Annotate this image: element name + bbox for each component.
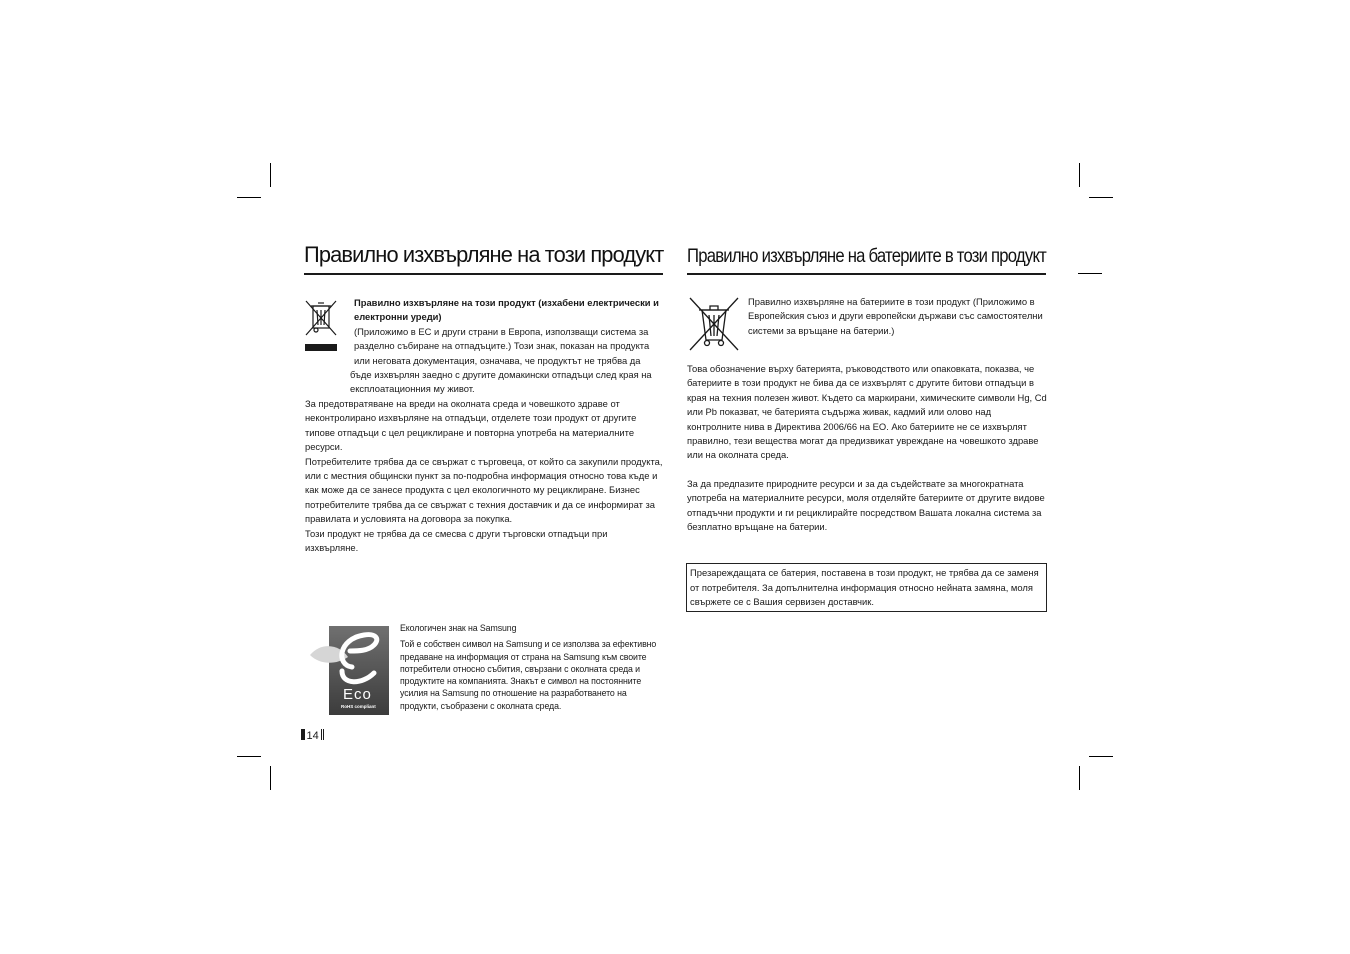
weee-text-line: разделно събиране на отпадъците.) Този знак, показан на продукта <box>354 340 650 352</box>
page-title-left: Правилно изхвърляне на този продукт <box>304 242 664 267</box>
eco-text: Той е собствен символ на Samsung и се използва за ефективно предаване на информация от страна на Samsung към своите потребители относно събития, свързани с околната среда и продуктите на компанията. Знакът е символ на постоянните усилия на Samsung по отношение на разработването на продукти, съобразени с околната среда. <box>400 639 657 711</box>
body-paragraph: Този продукт не трябва да се смесва с други търговски отпадъци при изхвърляне. <box>305 527 608 554</box>
body-paragraph: Това обозначение върху батерията, ръководството или опаковката, показва, че батериите в този продукт не бива да се изхвърлят с другите битови отпадъци в края на техния полезен живот. Където са маркирани, химическите символи Hg, Cd или Pb показват, че батерията съдържа живак, кадмий или олово над контролните нива в Директива 2006/66 на ЕО. Ако батериите не се изхвърлят правилно, тези вещества могат да предизвикат увреждане на човешкото здраве или на околната среда. <box>687 363 1047 461</box>
battery-bin-icon <box>688 296 740 352</box>
crop-mark <box>237 197 261 198</box>
weee-heading: Правилно изхвърляне на този продукт (изхабени електрически и електронни уреди) <box>354 297 659 323</box>
weee-text-line: експлоатационния му живот. <box>350 383 475 395</box>
crop-mark <box>1089 756 1113 757</box>
replacement-notice-box: Презареждащата се батерия, поставена в този продукт, не трябва да се заменя от потребителя. За допълнителна информация относно нейната замяна, моля свържете се с Вашия сервизен доставчик. <box>686 563 1047 612</box>
page-number-bar <box>303 729 305 740</box>
crop-mark <box>1079 766 1080 790</box>
crop-mark <box>270 766 271 790</box>
crop-mark <box>237 756 261 757</box>
weee-bin-icon <box>304 297 338 353</box>
page-title-right: Правилно изхвърляне на батериите в този продукт <box>687 245 1047 267</box>
title-rule-left <box>304 273 663 275</box>
eco-logo-text: Eco <box>343 686 372 703</box>
weee-text-line: или неговата документация, означава, че продуктът не трябва да <box>354 354 641 366</box>
battery-intro: Правилно изхвърляне на батериите в този продукт (Приложимо в Европейския съюз и други европейски държави със самостоятелни системи за връщане на батерии.) <box>748 296 1043 336</box>
page-number-value: 14 <box>306 730 319 742</box>
body-paragraph: Потребителите трябва да се свържат с търговеца, от който са закупили продукта, или с местния общински пункт за по-подробна информация относно това къде и как може да се занесе продукта с цел екологичното му рециклиране. Бизнес потребителите трябва да се свържат с техния доставчик и да се информират за правилата и условията на договора за покупка. <box>305 455 663 525</box>
weee-notice <box>350 296 663 397</box>
title-rule-right <box>687 273 1046 275</box>
crop-mark <box>1089 197 1113 198</box>
crop-mark <box>270 163 271 187</box>
left-body <box>305 397 663 555</box>
samsung-eco-logo <box>306 625 390 717</box>
eco-heading: Екологичен знак на Samsung <box>400 623 517 633</box>
body-paragraph: За да предпазите природните ресурси и за да съдействате за многократната употреба на материалните ресурси, моля отделяйте батериите от другите видове отпадъчни продукти и ги рециклирайте посредством Вашата локална система за безплатно връщане на батерии. <box>687 477 1045 533</box>
weee-text-line: бъде изхвърлян заедно с другите домакински отпадъци след края на <box>350 369 652 381</box>
crop-mark <box>1078 273 1102 274</box>
page-number <box>301 729 324 742</box>
body-paragraph: За предотвратяване на вреди на околната среда и човешкото здраве от неконтролирано изхвърляне на отпадъци, отделете този продукт от другите типове отпадъци с цел рециклиране и повторна употреба на материалните ресурси. <box>305 398 637 453</box>
page-number-bar <box>323 729 325 740</box>
eco-description <box>400 622 657 712</box>
crop-mark <box>1079 163 1080 187</box>
right-body <box>687 362 1047 534</box>
weee-text-line: (Приложимо в ЕС и други страни в Европа, използващи система за <box>354 325 649 337</box>
eco-logo-subtext: RoHS compliant <box>341 704 376 709</box>
